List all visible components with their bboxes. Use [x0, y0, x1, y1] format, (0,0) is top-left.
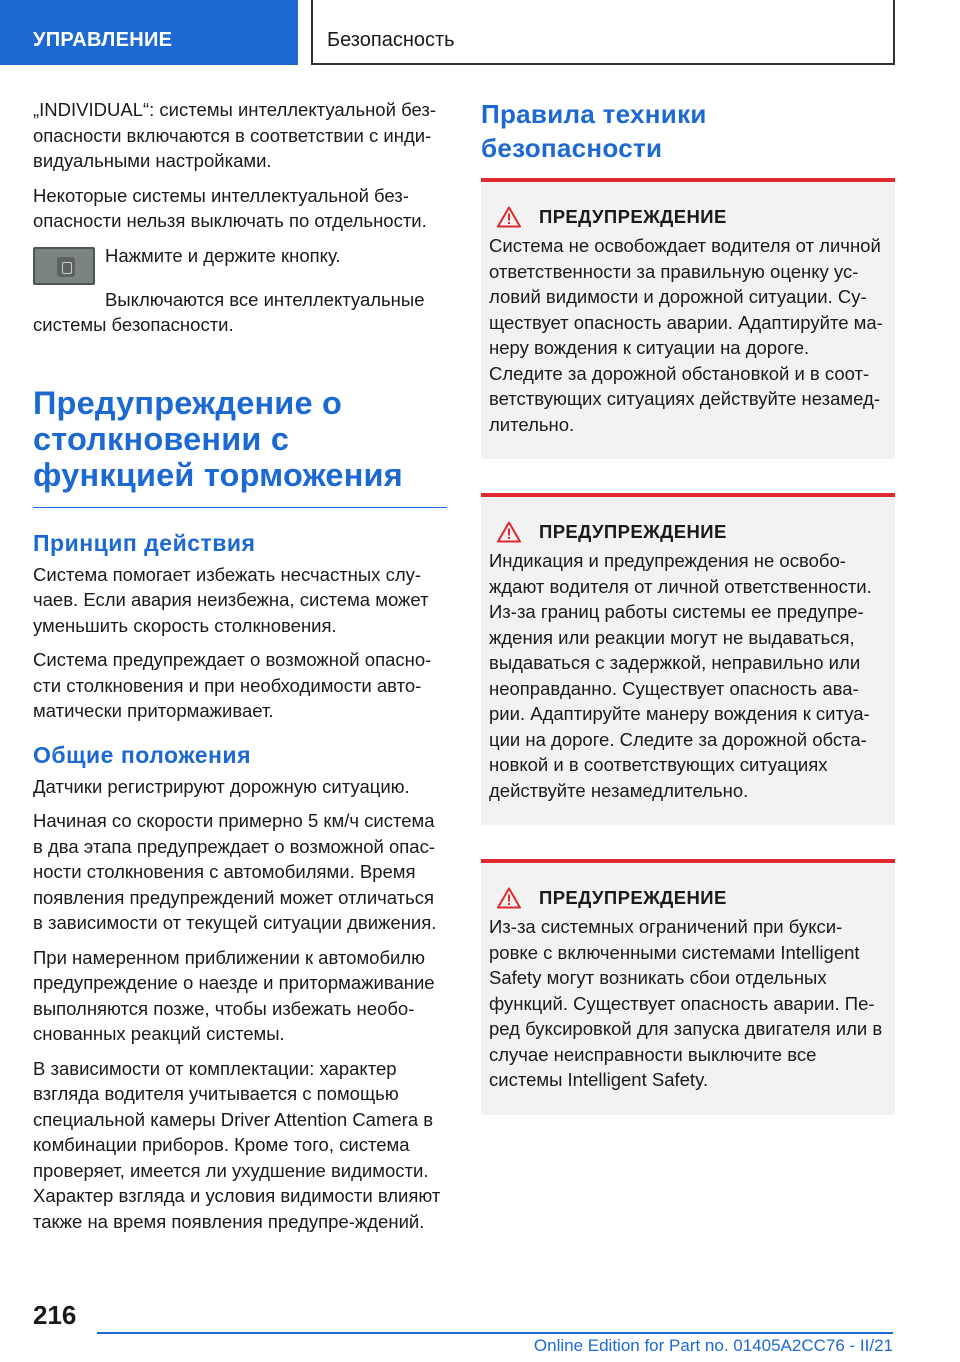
warning-box	[481, 178, 895, 459]
section-heading-collision-warning: Предупреждение о столкновении с функцией торможения	[33, 385, 447, 508]
safety-button-icon	[33, 247, 95, 285]
step-press-hold: Нажмите и держите кнопку.	[105, 244, 341, 266]
step-result: Выключаются все интеллектуальные системы безопасности.	[33, 288, 425, 335]
paragraph-general-3: При намеренном приближении к автомобилю предупреждение о наезде и притормаживание выполняются позже, чтобы избежать необо-снованных реакций системы.	[33, 946, 435, 1044]
warning-title: ПРЕДУПРЕЖДЕНИЕ	[539, 521, 727, 542]
warning-text: Индикация и предупреждения не освобо-ждают водителя от личной ответственности. Из-за границ работы системы ее предупре-ждения или реакции могут не выдаваться, выдаваться с задержкой, неправильно или неоправданно. Существует опасность ава-рии. Адаптируйте манеру вождения к ситуа-ции на дороге. Следите за дорожной обста-новкой и в соответствующих ситуациях действуйте незамедлительно.	[489, 550, 872, 801]
warning-title: ПРЕДУПРЕЖДЕНИЕ	[539, 887, 727, 908]
subheading-general: Общие положения	[33, 741, 251, 768]
chapter-tab	[311, 0, 895, 65]
warning-triangle-icon	[497, 521, 521, 543]
warning-triangle-icon	[497, 206, 521, 228]
warning-text: Из-за системных ограничений при букси-ровке с включенными системами Intelligent Safety могут возникать сбои отдельных функций. Существует опасность аварии. Пе-ред буксировкой для запуска двигателя или в случае неисправности выключите все системы Intelligent Safety.	[489, 916, 883, 1090]
warning-title: ПРЕДУПРЕЖДЕНИЕ	[539, 206, 727, 227]
paragraph-general-1: Датчики регистрируют дорожную ситуацию.	[33, 775, 410, 797]
left-column	[33, 97, 447, 1243]
section-tab	[0, 0, 298, 65]
footer-divider	[97, 1332, 893, 1334]
paragraph-general-4: В зависимости от комплектации: характер взгляда водителя учитывается с помощью специальной камеры Driver Attention Camera в комбинации приборов. Кроме того, система проверяет, имеется ли ухудшение видимости. Характер взгляда и условия видимости влияют также на время появления предупре-ждений.	[33, 1057, 441, 1232]
page-number: 216	[33, 1300, 77, 1330]
button-instruction	[33, 243, 447, 287]
paragraph-some-systems: Некоторые системы интеллектуальной без-опасности нельзя выключать по отдельности.	[33, 184, 427, 231]
paragraph-principle-2: Система предупреждает о возможной опасно-сти столкновения и при необходимости авто-матически притормаживает.	[33, 649, 432, 721]
chapter-title: Безопасность	[327, 29, 455, 51]
paragraph-principle-1: Система помогает избежать несчастных слу-чаев. Если авария неизбежна, система может уменьшить скорость столкновения.	[33, 563, 429, 636]
paragraph-general-2: Начиная со скорости примерно 5 км/ч система в два этапа предупреждает о возможной опас-ности столкновения с автомобилями. Время появления предупреждений может отличаться в зависимости от текущей ситуации движения.	[33, 810, 437, 933]
section-heading-safety-rules: Правила техники безопасности	[481, 99, 707, 163]
section-title: УПРАВЛЕНИЕ	[33, 29, 173, 51]
subheading-principle: Принцип действия	[33, 529, 256, 556]
warning-box	[481, 859, 895, 1115]
warning-box	[481, 493, 895, 825]
footer-edition: Online Edition for Part no. 01405A2CC76 - II/21	[533, 1336, 893, 1355]
warning-text: Система не освобождает водителя от личной ответственности за правильную оценку ус-ловий видимости и дорожной ситуации. Су-ществует опасность аварии. Адаптируйте ма-неру вождения к ситуации на дороге. Следите за дорожной обстановкой и в соот-ветствующих ситуациях действуйте незамед-лительно.	[489, 235, 883, 435]
right-column	[481, 97, 895, 1115]
paragraph-individual: „INDIVIDUAL“: системы интеллектуальной без-опасности включаются в соответствии с инди-видуальными настройками.	[33, 99, 436, 171]
warning-triangle-icon	[497, 887, 521, 909]
